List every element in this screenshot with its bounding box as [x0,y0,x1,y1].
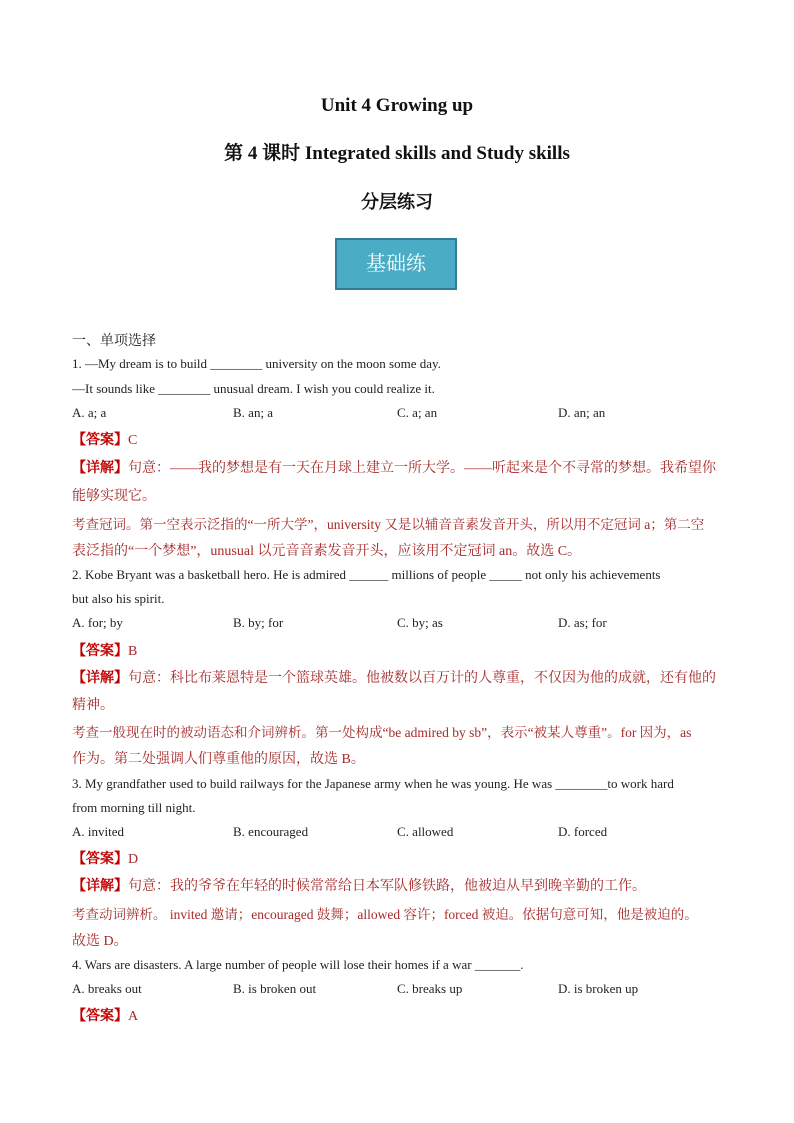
question-1-stem-line-2: —It sounds like ________ unusual dream. I wish you could realize it. [72,381,435,396]
section-heading: 一、单项选择 [72,334,156,349]
question-3-option-d: D. forced [558,824,608,839]
detail-tag: 【详解】 [72,879,128,894]
question-1-detail-line-2: 能够实现它。 [72,489,156,504]
answer-value: B [128,644,138,659]
question-2-detail-line-2: 精神。 [72,698,114,713]
lesson-title: 第 4 课时 Integrated skills and Study skills [224,143,570,164]
question-4-option-d: D. is broken up [558,981,639,996]
answer-tag: 【答案】 [72,644,128,659]
question-2-option-d: D. as; for [558,615,607,630]
question-2-option-b: B. by; for [233,615,284,630]
answer-tag: 【答案】 [72,852,128,867]
question-2-option-a: A. for; by [72,615,123,630]
detail-text: 句意：科比布莱恩特是一个篮球英雄。他被数以百万计的人尊重，不仅因为他的成就，还有他的 [128,671,716,686]
question-3-stem-line-1: 3. My grandfather used to build railways for the Japanese army when he was young. He was ________to work hard [72,776,674,791]
question-4-option-a: A. breaks out [72,981,142,996]
question-2-detail-line-1 [72,667,716,687]
question-4-option-b: B. is broken out [233,981,317,996]
unit-title: Unit 4 Growing up [320,95,474,116]
question-2-detail-line-4: 作为。第二处强调人们尊重他的原因，故选 B。 [72,752,365,767]
question-1-detail-line-1 [72,457,716,477]
question-1-detail-line-3: 考查冠词。第一空表示泛指的“一所大学”，university 又是以辅音音素发音开头，所以用不定冠词 a；第二空 [72,517,705,532]
question-2-stem-line-2: but also his spirit. [72,591,165,606]
worksheet-subtitle: 分层练习 [361,192,433,212]
detail-text: 句意：我的爷爷在年轻的时候常常给日本军队修铁路，他被迫从早到晚辛勤的工作。 [128,879,646,894]
detail-tag: 【详解】 [72,461,128,476]
level-badge: 基础练 [335,238,457,290]
question-3-detail-line-3: 故选 D。 [72,934,128,949]
question-2-answer [72,640,137,660]
question-4-stem-line-1: 4. Wars are disasters. A large number of people will lose their homes if a war _______. [72,957,524,972]
answer-value: D [128,852,139,867]
question-3-option-a: A. invited [72,824,124,839]
question-1-option-c: C. a; an [397,405,438,420]
question-3-stem-line-2: from morning till night. [72,800,196,815]
question-1-detail-line-4: 表泛指的“一个梦想”，unusual 以元音音素发音开头，应该用不定冠词 an。故选 C。 [72,544,582,559]
question-1-option-d: D. an; an [558,405,606,420]
answer-value: A [128,1009,139,1024]
question-3-detail-line-2: 考查动词辨析。 invited 邀请；encouraged 鼓舞；allowed 容许；forced 被迫。依据句意可知，他是被迫的。 [72,907,698,922]
answer-tag: 【答案】 [72,1009,128,1024]
question-3-option-c: C. allowed [397,824,454,839]
detail-tag: 【详解】 [72,671,128,686]
question-1-option-a: A. a; a [72,405,107,420]
question-1-option-b: B. an; a [233,405,274,420]
question-3-answer [72,848,138,868]
answer-tag: 【答案】 [72,433,128,448]
question-2-option-c: C. by; as [397,615,443,630]
question-3-option-b: B. encouraged [233,824,309,839]
question-1-answer [72,429,137,449]
question-2-stem-line-1: 2. Kobe Bryant was a basketball hero. He is admired ______ millions of people _____ not only his achievements [72,567,661,582]
detail-text: 句意：——我的梦想是有一天在月球上建立一所大学。——听起来是个不寻常的梦想。我希望你 [128,461,716,476]
question-2-detail-line-3: 考查一般现在时的被动语态和介词辨析。第一处构成“be admired by sb”，表示“被某人尊重”。for 因为，as [72,725,692,740]
question-4-answer [72,1005,138,1025]
question-3-detail-line-1 [72,875,646,895]
question-4-option-c: C. breaks up [397,981,463,996]
answer-value: C [128,433,138,448]
question-1-stem-line-1: 1. —My dream is to build ________ university on the moon some day. [72,356,441,371]
